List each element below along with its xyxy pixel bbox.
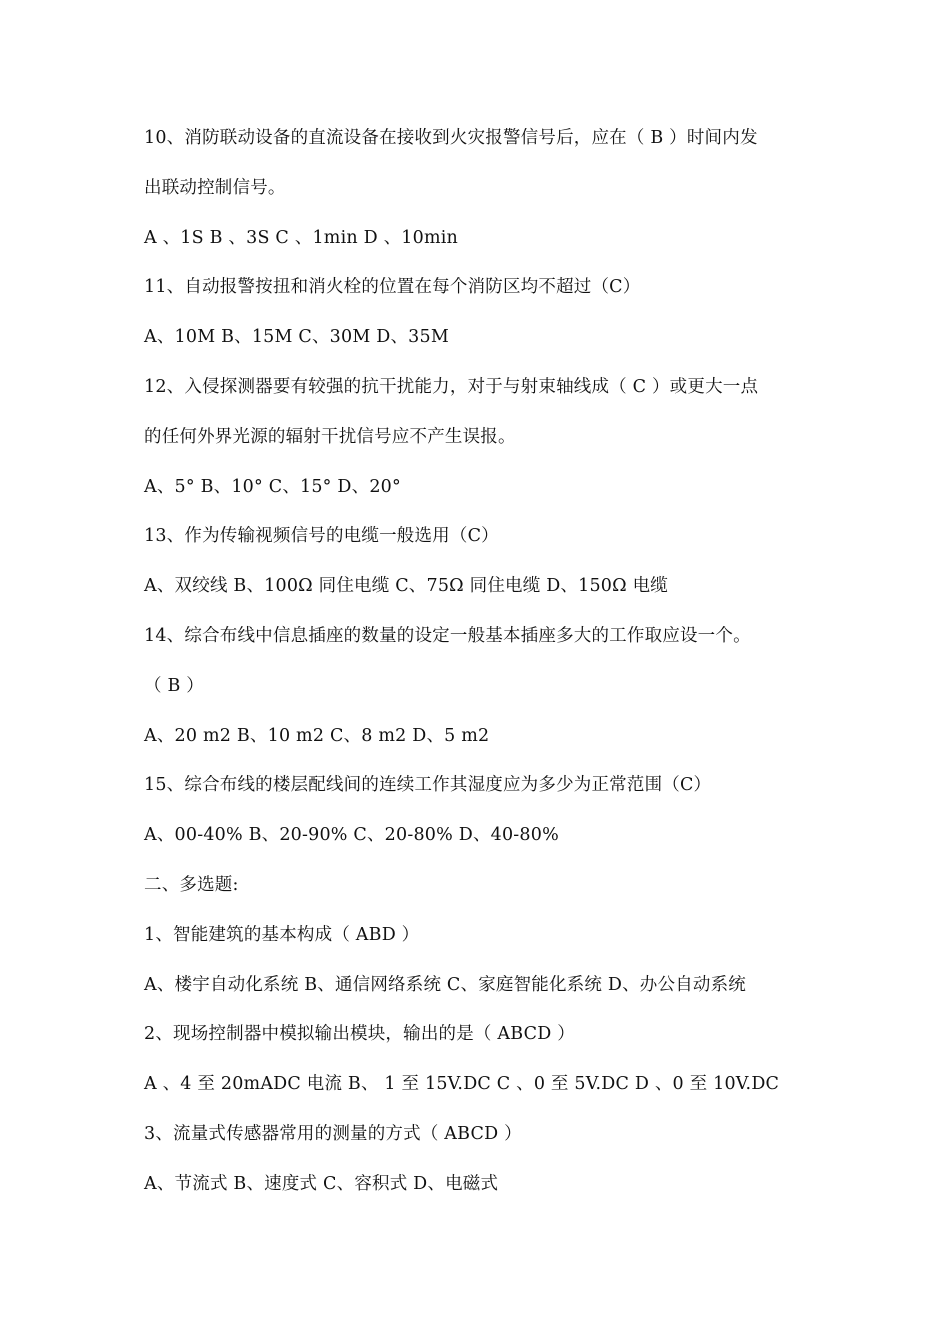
question-11-options: A、10M B、15M C、30M D、35M — [144, 327, 449, 348]
question-14-answer: （ B ） — [144, 675, 204, 696]
question-13-text: 13、作为传输视频信号的电缆一般选用（C） — [144, 526, 499, 547]
question-10-options: A 、1S B 、3S C 、1min D 、10min — [144, 227, 459, 248]
multi-question-1-text: 1、智能建筑的基本构成（ ABD ） — [144, 924, 420, 945]
multi-question-2-text: 2、现场控制器中模拟输出模块，输出的是（ ABCD ） — [144, 1024, 575, 1045]
multi-question-1-options: A、楼宇自动化系统 B、通信网络系统 C、家庭智能化系统 D、办公自动系统 — [144, 974, 747, 995]
question-13-options: A、双绞线 B、100Ω 同住电缆 C、75Ω 同住电缆 D、150Ω 电缆 — [144, 576, 668, 597]
question-14-options: A、20 m2 B、10 m2 C、8 m2 D、5 m2 — [144, 725, 490, 746]
section-heading-multiple-choice: 二、多选题: — [144, 874, 239, 895]
question-15-text: 15、综合布线的楼层配线间的连续工作其湿度应为多少为正常范围（C） — [144, 775, 712, 796]
question-12-text-cont: 的任何外界光源的辐射干扰信号应不产生误报。 — [144, 426, 516, 447]
question-12-text: 12、入侵探测器要有较强的抗干扰能力，对于与射束轴线成（ C ）或更大一点 — [144, 376, 759, 397]
multi-question-3-options: A、节流式 B、速度式 C、容积式 D、电磁式 — [144, 1173, 499, 1194]
question-10-text: 10、消防联动设备的直流设备在接收到火灾报警信号后，应在（ B ）时间内发 — [144, 128, 758, 148]
multi-question-3-text: 3、流量式传感器常用的测量的方式（ ABCD ） — [144, 1123, 522, 1144]
multi-question-2-options: A 、4 至 20mADC 电流 B、 1 至 15V.DC C 、0 至 5V.DC D 、0 至 10V.DC — [144, 1074, 780, 1095]
question-11-text: 11、自动报警按扭和消火栓的位置在每个消防区均不超过（C） — [144, 277, 641, 298]
question-14-text: 14、综合布线中信息插座的数量的设定一般基本插座多大的工作取应设一个。 — [144, 625, 751, 646]
question-10-text-cont: 出联动控制信号。 — [144, 177, 286, 198]
question-15-options: A、00-40% B、20-90% C、20-80% D、40-80% — [144, 825, 559, 846]
document-body — [144, 121, 824, 1217]
question-12-options: A、5° B、10° C、15° D、20° — [144, 476, 401, 497]
